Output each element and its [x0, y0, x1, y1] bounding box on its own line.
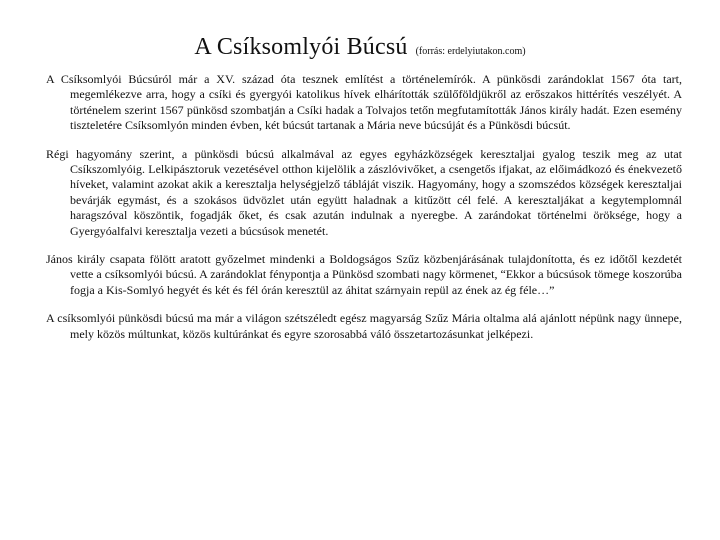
page-title: A Csíksomlyói Búcsú [194, 34, 408, 60]
body-text [46, 72, 682, 355]
source-note: (forrás: erdelyiutakon.com) [415, 46, 526, 57]
paragraph-today: A csíksomlyói pünkösdi búcsú ma már a világon szétszéledt egész magyarság Szűz Mária oltalma alá ajánlott népünk nagy ünnepe, mely közös múltunkat, közös kultúránkat és egyre szorosabbá váló összetartozásunkat jelképezi. [46, 311, 682, 341]
paragraph-history: A Csíksomlyói Búcsúról már a XV. század óta tesznek említést a történelemírók. A pünkösdi zarándoklat 1567 óta tart, megemlékezve arra, hogy a csíki és gyergyói katolikus hívek elhárították szülőföldjükről az erőszakos hittérítés veszélyét. A történelem szerint 1567 pünkösd szombatján a Csíki hadak a Tolvajos tetőn megfutamították János király hadát. Ezen esemény tiszteletére Csíksomlyón minden évben, két búcsút tartanak a Mária neve búcsúját és a Pünkösdi búcsút. [46, 72, 682, 133]
paragraph-procession: János király csapata fölött aratott győzelmet mindenki a Boldogságos Szűz közbenjárásának tulajdonította, és ez időtől kezdetét vette a csíksomlyói búcsú. A zarándoklat fénypontja a Pünkösd szombati nagy körmenet, “Ekkor a búcsúsok tömege koszorúba fogja a Kis-Somlyó hegyét és két és fél órán keresztül az áhitat szárnyain repül az ének az ég féle…” [46, 252, 682, 297]
title-row [0, 34, 720, 61]
paragraph-tradition: Régi hagyomány szerint, a pünkösdi búcsú alkalmával az egyes egyházközségek keresztaljai gyalog teszik meg az utat Csíkszomlyóig. Lelkipásztoruk vezetésével otthon kijelölik a zászlóvivőket, a csengetős ifjakat, az előimádkozó és énekvezető híveket, valamint azokat akik a keresztalja helységjelző tábláját viszik. Hagyomány, hogy a szomszédos községek keresztaljai bevárják egymást, és a szokásos üdvözlet után együtt haladnak a kitűzött cél felé. A keresztaljákat a kegytemplomnál haragszóval köszöntik, fogadják őket, és csak azután indulnak a nyeregbe. A zarándokat történelmi öröksége, hogy a Gyergyóalfalvi keresztalja vezeti a búcsúsok menetét. [46, 146, 682, 238]
